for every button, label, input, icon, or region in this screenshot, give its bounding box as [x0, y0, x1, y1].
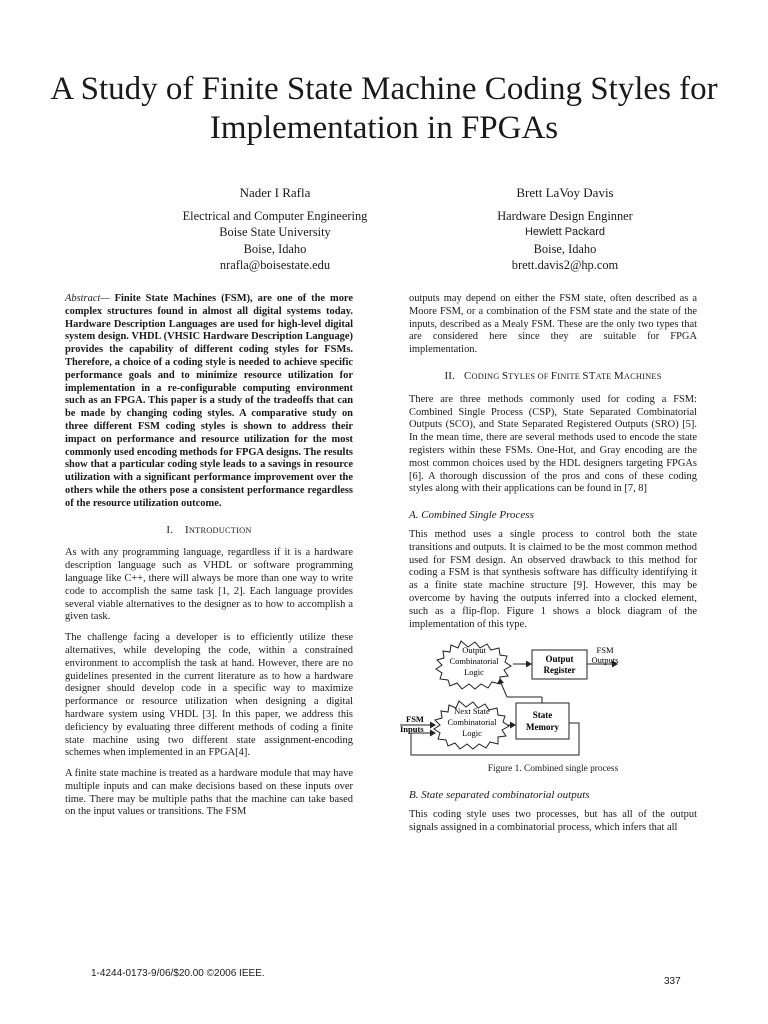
output-logic-label: Output: [462, 645, 486, 656]
next-state-logic-label: Combinatorial: [447, 717, 497, 728]
moore-mealy-paragraph: outputs may depend on either the FSM state, often described as a Moore FSM, or a combination of the FSM state and the state of the inputs, described as a Mealy FSM. These are the only two types that are considered here since they are suitable for FPGA implementation.: [409, 293, 697, 356]
heading-part: TYLES OF: [508, 371, 551, 381]
heading-part: ACHINES: [623, 371, 662, 381]
fsm-inputs-label: FSM: [406, 714, 424, 725]
heading-part: ODING: [471, 371, 502, 381]
output-register-label: Register: [543, 665, 576, 676]
coding-styles-paragraph: There are three methods commonly used for coding a FSM: Combined Single Process (CSP), State Separated Combinatorial Outputs (SCO), and State Separated Registered Outputs (SRO) [5]. In the mean time, there are several methods used to encode the state registers within these FSMs. One-Hot, and Gray encoding are the most common choices used by the HDL designers targeting FPGAs [6]. A thorough discussion of the pros and cons of these coding styles along with their applications can be found in [7, 8]: [409, 393, 697, 495]
author-org: Boise State University: [219, 225, 331, 239]
heading-part: ST: [582, 369, 596, 382]
section-number: I.: [166, 523, 174, 536]
abstract: [65, 293, 353, 511]
feedback-line: [501, 683, 507, 697]
output-register-label: Output: [545, 654, 574, 665]
next-state-logic-label: Next State: [454, 706, 490, 717]
section-heading-coding-styles: [409, 370, 697, 384]
author-dept: Electrical and Computer Engineering: [182, 208, 368, 223]
subsection-heading-sco: B. State separated combinatorial outputs: [409, 789, 590, 802]
copyright-footer: 1-4244-0173-9/06/$20.00 ©2006 IEEE.: [91, 968, 265, 979]
state-memory-label: Memory: [526, 722, 559, 733]
arrowhead: [510, 722, 516, 729]
output-logic-label: Combinatorial: [449, 656, 499, 667]
fsm-outputs-label: Outputs: [591, 655, 619, 666]
author-dept: Hardware Design Enginner: [497, 208, 633, 223]
heading-part: M: [613, 369, 624, 382]
fsm-inputs-label: Inputs: [400, 724, 424, 735]
page-number: 337: [664, 976, 681, 987]
intro-paragraph-2: The challenge facing a developer is to efficiently utilize these alternatives, while developing the code, within a constrained environment to accomplish the task at hand. However, there are no guidelines presented in the current literature as to how a hardware designer should develop code in a specific way to maximize performance or resource utilization when designing a digital hardware system using VHDL [3]. In this paper, we address this deficiency by evaluating three different methods of coding a finite state machine using two different state assignment-encoding schemes when implemented in an FPGA[4].: [65, 632, 353, 759]
author-org: Hewlett Packard: [524, 226, 606, 238]
author-name: Nader I Rafla: [239, 185, 311, 200]
block-diagram-svg: [400, 639, 697, 757]
next-state-logic-label: Logic: [462, 728, 482, 739]
title-line-2: Implementation in FPGAs: [209, 110, 559, 146]
sco-paragraph: This coding style uses two processes, but has all of the output signals assigned in a combinatorial process, which infers that all: [409, 808, 697, 833]
heading-part: S: [501, 369, 509, 382]
heading-part: INITE: [557, 371, 583, 381]
section-heading-introduction: [65, 524, 353, 538]
author-city: Boise, Idaho: [533, 241, 597, 256]
author-email: brett.davis2@hp.com: [511, 258, 619, 272]
state-memory-label: State: [532, 710, 553, 721]
output-logic-label: Logic: [464, 667, 484, 678]
arrowhead: [526, 661, 532, 668]
section-number: II.: [444, 369, 456, 382]
csp-paragraph: This method uses a single process to control both the state transitions and outputs. It is claimed to be the most common method used for FSM design. An observed drawback to this method for coding a FSM is that synthesis software has difficulty identifying it as a finite state machine structure [9]. However, this may be overcome by having the outputs inferred into a clocked element, such as a flip-flop. Figure 1 shows a block diagram of the implementation of this type.: [409, 528, 697, 630]
intro-paragraph-3: A finite state machine is treated as a hardware module that may have multiple inputs and can make decisions based on these inputs over time. There may be multiple paths that the machine can take based on the input values or transitions. The FSM: [65, 768, 353, 818]
section-title-rest: NTRODUCTION: [188, 525, 252, 535]
left-column: [65, 293, 353, 827]
paper-title: [40, 70, 728, 148]
abstract-text: Finite State Machines (FSM), are one of the more complex structures found in almost all digital systems today. Hardware Description Languages are used for high-level digital system design. VHDL (VHSIC Hardware Description Language) provides the capability of different coding styles for FSMs. Therefore, a choice of a coding style is needed to achieve specific performance goals and to minimize resource utilization for implementation in a re-configurable computing environment such as an FPGA. This paper is a study of the tradeoffs that can be made by changing coding styles. A comparative study on three different FSM coding styles is shown to address their impact on performance and resource utilization for the most commonly used encoding methods for FPGA designs. The results show that a particular coding style leads to a savings in resource utilization with a significant performance improvement over the others while the others pose a consistent performance regardless of the resource utilization outcome.: [65, 293, 353, 509]
author-block-1: [125, 185, 425, 274]
author-city: Boise, Idaho: [243, 241, 307, 256]
subsection-heading-csp: A. Combined Single Process: [409, 509, 534, 522]
abstract-label: Abstract—: [65, 293, 110, 304]
arrowhead: [430, 730, 436, 737]
section-title-first: I: [185, 523, 189, 536]
right-column: [400, 293, 697, 843]
author-name: Brett LaVoy Davis: [516, 185, 614, 200]
title-line-1: A Study of Finite State Machine Coding Styles for: [50, 71, 718, 107]
author-email: nrafla@boisestate.edu: [219, 258, 331, 272]
figure-1-caption: Figure 1. Combined single process: [487, 764, 619, 775]
fsm-outputs-label: FSM: [596, 645, 614, 656]
arrowhead: [430, 722, 436, 729]
heading-part: ATE: [595, 371, 614, 381]
state-memory-box: [516, 703, 569, 739]
author-block-2: [415, 185, 715, 274]
heading-part: C: [463, 369, 472, 382]
figure-1-block-diagram: [400, 639, 697, 757]
heading-part: F: [550, 369, 558, 382]
intro-paragraph-1: As with any programming language, regardless if it is a hardware description language such as VHDL or software programming language like C++, there will always be more than one way to write code to accomplish the same task [1, 2]. Each language provides several viable alternatives to the designer as to how to accomplish a given task.: [65, 547, 353, 623]
